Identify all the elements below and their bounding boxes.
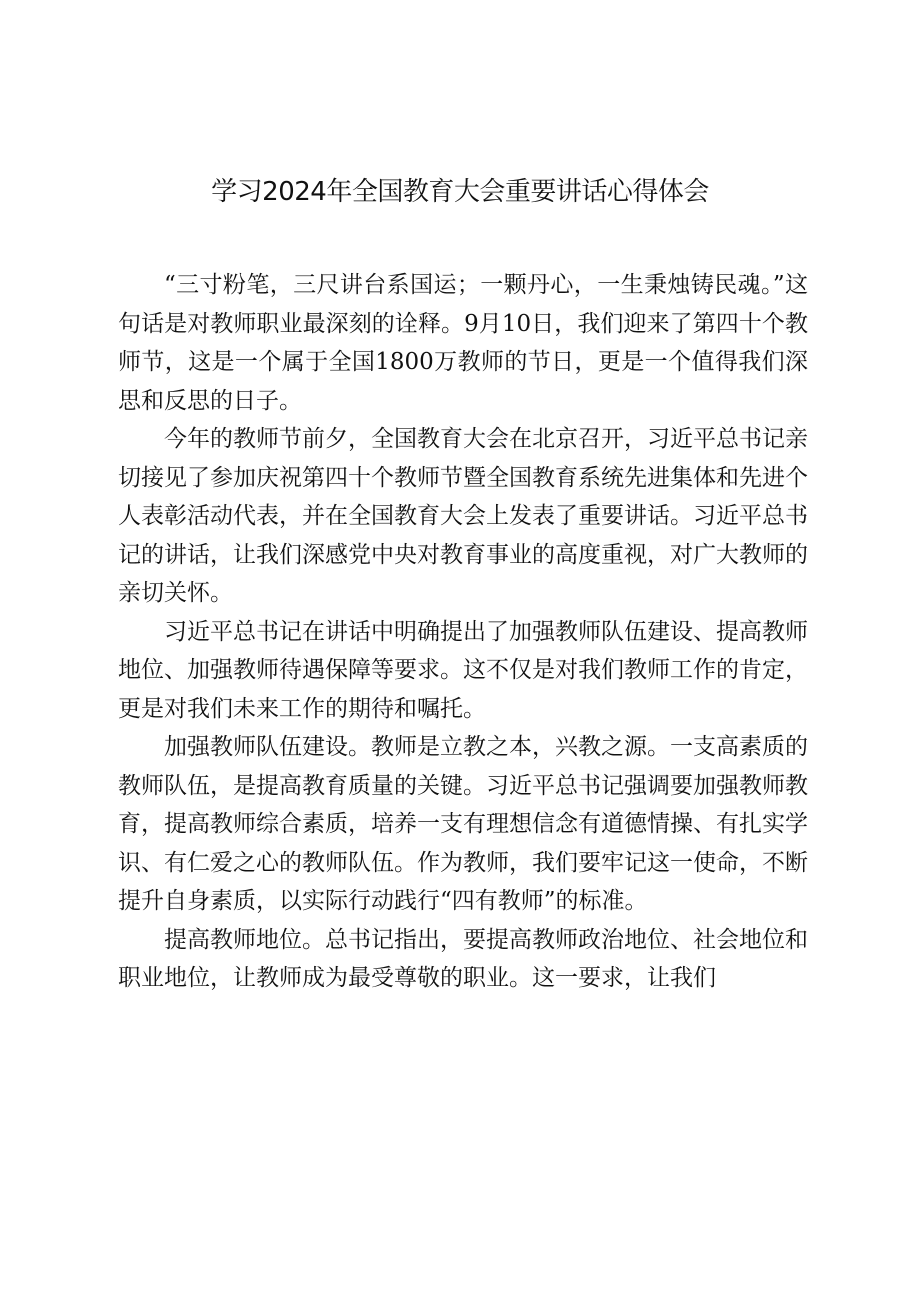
paragraph-5: 提高教师地位。总书记指出，要提高教师政治地位、社会地位和职业地位，让教师成为最受尊敬的职业。这一要求，让我们	[118, 926, 808, 991]
paragraph-1: “三寸粉笔，三尺讲台系国运；一颗丹心，一生秉烛铸民魂。”这句话是对教师职业最深刻的诠释。9月10日，我们迎来了第四十个教师节，这是一个属于全国1800万教师的节日，更是一个值得我们深思和反思的日子。	[118, 272, 808, 414]
paragraph-2: 今年的教师节前夕，全国教育大会在北京召开，习近平总书记亲切接见了参加庆祝第四十个教师节暨全国教育系统先进集体和先进个人表彰活动代表，并在全国教育大会上发表了重要讲话。习近平总书记的讲话，让我们深感党中央对教育事业的高度重视，对广大教师的亲切关怀。	[118, 426, 808, 606]
paragraph-3: 习近平总书记在讲话中明确提出了加强教师队伍建设、提高教师地位、加强教师待遇保障等要求。这不仅是对我们教师工作的肯定，更是对我们未来工作的期待和嘱托。	[118, 618, 808, 722]
document-title: 学习2024年全国教育大会重要讲话心得体会	[211, 177, 709, 207]
paragraph-4: 加强教师队伍建设。教师是立教之本，兴教之源。一支高素质的教师队伍，是提高教育质量的关键。习近平总书记强调要加强教师教育，提高教师综合素质，培养一支有理想信念有道德情操、有扎实学识、有仁爱之心的教师队伍。作为教师，我们要牢记这一使命，不断提升自身素质，以实际行动践行“四有教师”的标准。	[118, 734, 808, 914]
document-body	[118, 266, 808, 998]
